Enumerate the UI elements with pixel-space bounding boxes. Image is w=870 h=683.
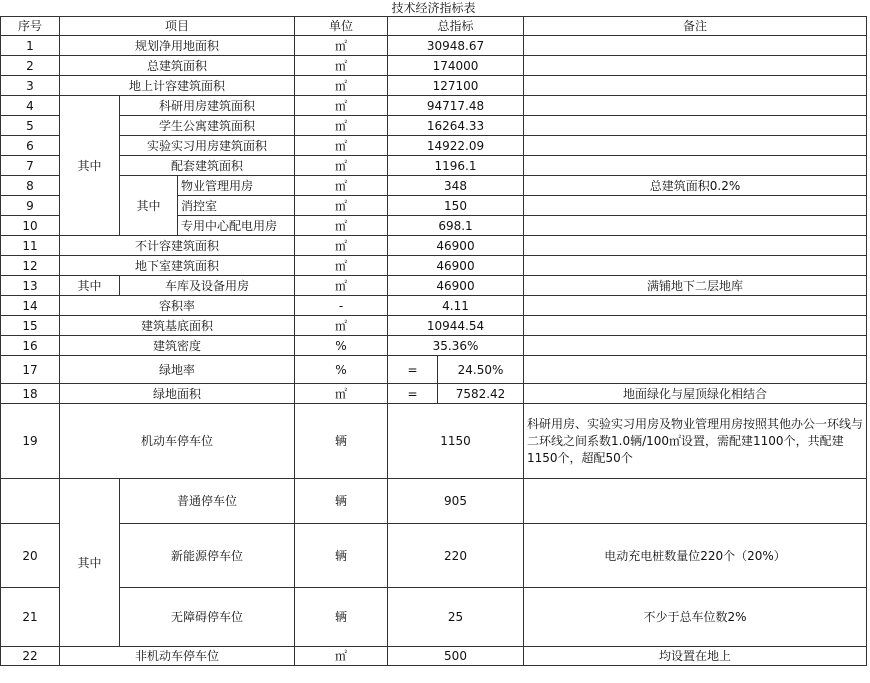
row-item: 配套建筑面积 xyxy=(120,156,295,176)
row-item: 普通停车位 xyxy=(120,479,295,524)
row-no: 13 xyxy=(1,276,60,296)
header-no: 序号 xyxy=(1,17,60,36)
row-no: 10 xyxy=(1,216,60,236)
row-note: 地面绿化与屋顶绿化相结合 xyxy=(524,384,867,404)
among-label: 其中 xyxy=(120,176,178,236)
row-unit: ㎡ xyxy=(295,116,388,136)
among-label: 其中 xyxy=(60,479,120,647)
row-item: 机动车停车位 xyxy=(60,404,295,479)
row-value: 220 xyxy=(388,524,524,588)
row-no: 8 xyxy=(1,176,60,196)
row-note xyxy=(524,56,867,76)
row-unit: - xyxy=(295,296,388,316)
row-note xyxy=(524,36,867,56)
row-item: 规划净用地面积 xyxy=(60,36,295,56)
row-value: 30948.67 xyxy=(388,36,524,56)
row-unit: % xyxy=(295,336,388,356)
row-unit: ㎡ xyxy=(295,196,388,216)
table-row xyxy=(1,236,867,256)
row-value: 46900 xyxy=(388,276,524,296)
row-value: 500 xyxy=(388,647,524,666)
eq-sign: = xyxy=(388,384,438,404)
row-no: 16 xyxy=(1,336,60,356)
row-unit: ㎡ xyxy=(295,236,388,256)
among-label: 其中 xyxy=(60,96,120,236)
row-unit: 辆 xyxy=(295,524,388,588)
row-note: 满铺地下二层地库 xyxy=(524,276,867,296)
row-value: 1196.1 xyxy=(388,156,524,176)
row-note xyxy=(524,156,867,176)
row-value: 1150 xyxy=(388,404,524,479)
row-value: 25 xyxy=(388,588,524,647)
header-item: 项目 xyxy=(60,17,295,36)
row-unit: ㎡ xyxy=(295,384,388,404)
row-value: 46900 xyxy=(388,236,524,256)
row-value: 348 xyxy=(388,176,524,196)
table-row xyxy=(1,176,867,196)
row-unit: % xyxy=(295,356,388,384)
row-unit: ㎡ xyxy=(295,216,388,236)
row-no: 21 xyxy=(1,588,60,647)
row-note xyxy=(524,216,867,236)
row-item: 无障碍停车位 xyxy=(120,588,295,647)
row-note xyxy=(524,336,867,356)
table-row xyxy=(1,76,867,96)
row-value: 174000 xyxy=(388,56,524,76)
table-row xyxy=(1,479,867,524)
row-no: 20 xyxy=(1,524,60,588)
row-item: 实验实习用房建筑面积 xyxy=(120,136,295,156)
header-total: 总指标 xyxy=(388,17,524,36)
row-value: 10944.54 xyxy=(388,316,524,336)
table-row xyxy=(1,296,867,316)
row-no: 4 xyxy=(1,96,60,116)
row-value: 24.50% xyxy=(438,356,524,384)
row-item: 容积率 xyxy=(60,296,295,316)
table-row xyxy=(1,56,867,76)
row-value: 4.11 xyxy=(388,296,524,316)
row-item: 学生公寓建筑面积 xyxy=(120,116,295,136)
row-unit: ㎡ xyxy=(295,36,388,56)
table-row xyxy=(1,316,867,336)
row-value: 46900 xyxy=(388,256,524,276)
row-item: 科研用房建筑面积 xyxy=(120,96,295,116)
row-value: 94717.48 xyxy=(388,96,524,116)
row-unit: ㎡ xyxy=(295,136,388,156)
row-unit: ㎡ xyxy=(295,316,388,336)
row-note: 总建筑面积0.2% xyxy=(524,176,867,196)
row-unit: ㎡ xyxy=(295,96,388,116)
row-note xyxy=(524,116,867,136)
row-value: 7582.42 xyxy=(438,384,524,404)
row-unit: ㎡ xyxy=(295,176,388,196)
table-row xyxy=(1,96,867,116)
row-note xyxy=(524,136,867,156)
row-value: 905 xyxy=(388,479,524,524)
row-no xyxy=(1,479,60,524)
table-row xyxy=(1,356,867,384)
row-no: 9 xyxy=(1,196,60,216)
row-no: 6 xyxy=(1,136,60,156)
row-note xyxy=(524,76,867,96)
row-unit: 辆 xyxy=(295,404,388,479)
row-no: 12 xyxy=(1,256,60,276)
row-unit: ㎡ xyxy=(295,256,388,276)
row-item: 地上计容建筑面积 xyxy=(60,76,295,96)
table-row xyxy=(1,524,867,588)
row-note: 不少于总车位数2% xyxy=(524,588,867,647)
row-unit: ㎡ xyxy=(295,56,388,76)
row-item: 地下室建筑面积 xyxy=(60,256,295,276)
row-no: 19 xyxy=(1,404,60,479)
row-note xyxy=(524,256,867,276)
row-note: 均设置在地上 xyxy=(524,647,867,666)
row-item: 新能源停车位 xyxy=(120,524,295,588)
table-row xyxy=(1,156,867,176)
table-row xyxy=(1,404,867,479)
row-no: 17 xyxy=(1,356,60,384)
table-row xyxy=(1,647,867,666)
row-note xyxy=(524,479,867,524)
row-value: 150 xyxy=(388,196,524,216)
table-row xyxy=(1,588,867,647)
row-no: 1 xyxy=(1,36,60,56)
row-note xyxy=(524,356,867,384)
header-note: 备注 xyxy=(524,17,867,36)
row-item: 非机动车停车位 xyxy=(60,647,295,666)
eq-sign: = xyxy=(388,356,438,384)
table-row xyxy=(1,336,867,356)
row-no: 18 xyxy=(1,384,60,404)
row-value: 14922.09 xyxy=(388,136,524,156)
row-value: 35.36% xyxy=(388,336,524,356)
row-note xyxy=(524,296,867,316)
row-value: 16264.33 xyxy=(388,116,524,136)
row-item: 不计容建筑面积 xyxy=(60,236,295,256)
row-item: 绿地面积 xyxy=(60,384,295,404)
table-row xyxy=(1,256,867,276)
row-no: 22 xyxy=(1,647,60,666)
row-item: 物业管理用房 xyxy=(178,176,295,196)
row-note: 科研用房、实验实习用房及物业管理用房按照其他办公一环线与二环线之间系数1.0辆/100㎡设置，需配建1100个，共配建1150个，超配50个 xyxy=(524,404,867,479)
row-item: 建筑密度 xyxy=(60,336,295,356)
row-no: 3 xyxy=(1,76,60,96)
row-unit: ㎡ xyxy=(295,76,388,96)
table-row xyxy=(1,136,867,156)
row-note xyxy=(524,196,867,216)
row-no: 11 xyxy=(1,236,60,256)
row-unit: ㎡ xyxy=(295,156,388,176)
header-unit: 单位 xyxy=(295,17,388,36)
table-row xyxy=(1,116,867,136)
row-value: 698.1 xyxy=(388,216,524,236)
row-no: 15 xyxy=(1,316,60,336)
row-unit: ㎡ xyxy=(295,276,388,296)
row-no: 7 xyxy=(1,156,60,176)
row-no: 5 xyxy=(1,116,60,136)
row-item: 总建筑面积 xyxy=(60,56,295,76)
row-item: 专用中心配电用房 xyxy=(178,216,295,236)
row-no: 2 xyxy=(1,56,60,76)
among-label: 其中 xyxy=(60,276,120,296)
row-note xyxy=(524,96,867,116)
row-no: 14 xyxy=(1,296,60,316)
row-item: 消控室 xyxy=(178,196,295,216)
row-unit: 辆 xyxy=(295,479,388,524)
row-item: 绿地率 xyxy=(60,356,295,384)
row-note xyxy=(524,236,867,256)
table-row xyxy=(1,276,867,296)
row-item: 车库及设备用房 xyxy=(120,276,295,296)
row-unit: ㎡ xyxy=(295,647,388,666)
row-value: 127100 xyxy=(388,76,524,96)
table-row xyxy=(1,36,867,56)
row-note: 电动充电桩数量位220个（20%） xyxy=(524,524,867,588)
row-item: 建筑基底面积 xyxy=(60,316,295,336)
table-row xyxy=(1,384,867,404)
row-note xyxy=(524,316,867,336)
row-unit: 辆 xyxy=(295,588,388,647)
table-title: 技术经济指标表 xyxy=(391,1,476,15)
header-row xyxy=(1,17,867,36)
